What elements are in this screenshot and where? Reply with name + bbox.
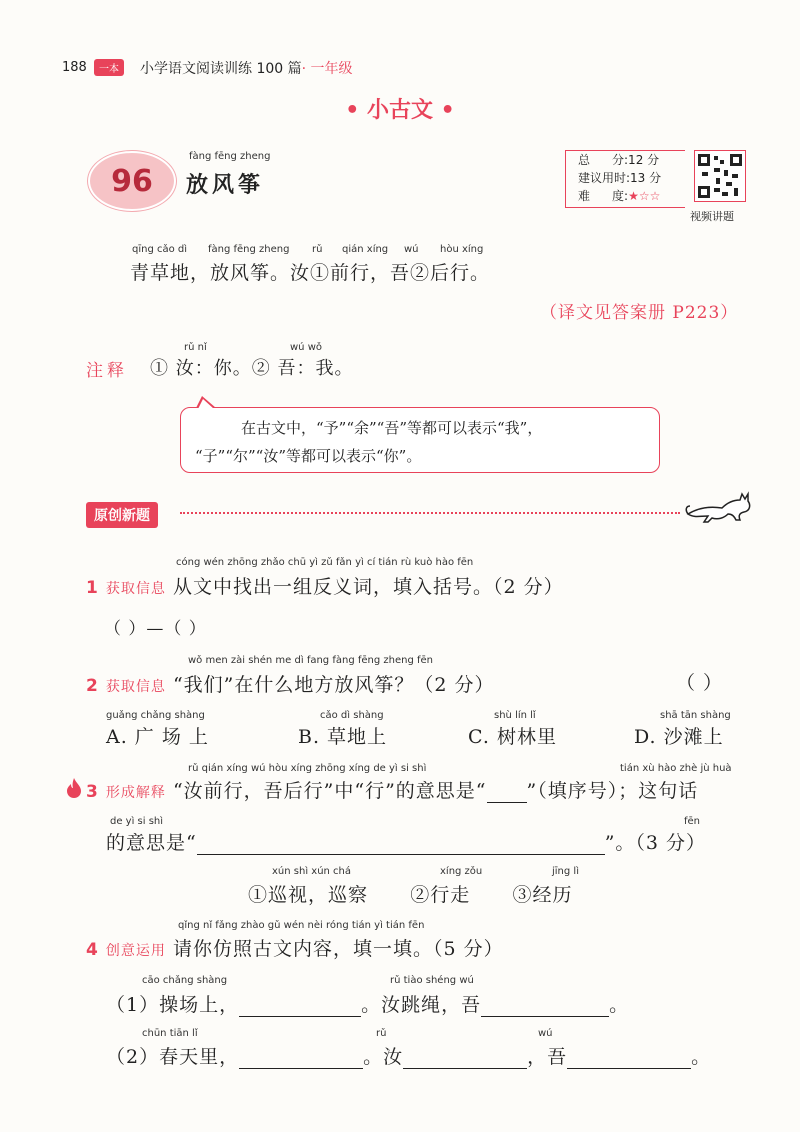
translation-ref: （译文见答案册 P223） (540, 303, 739, 323)
score-box: 总 分:12 分 建议用时:13 分 难 度:★☆☆ (565, 150, 685, 208)
lesson-title-pinyin: fàng fēng zheng (189, 151, 271, 162)
q4-blank-2[interactable] (481, 999, 609, 1017)
text-pinyin-2: fàng fēng zheng (208, 244, 290, 255)
notes-label: 注释 (86, 361, 128, 381)
fire-icon (66, 778, 82, 802)
q3-line2-pinyin: de yì si shì (110, 816, 164, 827)
qr-code-icon[interactable] (694, 150, 746, 202)
callout-tail-inner (198, 399, 214, 409)
q4-line2-pinyin-b: rǔ (376, 1028, 387, 1039)
q2-option-c[interactable]: C. 树林里 (468, 726, 557, 748)
text-pinyin-3: rǔ (312, 244, 323, 255)
text-pinyin-6: hòu xíng (440, 244, 484, 255)
q3-choice-pinyin-3: jīng lì (552, 866, 579, 877)
notes-pinyin-2: wú wǒ (290, 342, 322, 353)
lesson-title: 放风筝 (186, 172, 265, 198)
question-2: 2 获取信息 “我们”在什么地方放风筝？（2 分） (86, 674, 495, 696)
section-tag: 原创新题 (86, 502, 158, 528)
q2-answer-paren[interactable]: （ ） (676, 672, 724, 694)
q4-line2-pinyin-a: chūn tiān lǐ (142, 1028, 198, 1039)
book-title: 小学语文阅读训练 100 篇· 一年级 (140, 61, 353, 77)
qr-label: 视频讲题 (690, 210, 734, 223)
callout-line-1: 在古文中，“予”“余”“吾”等都可以表示“我”， (241, 419, 543, 437)
q2-option-d-pinyin: shā tān shàng (660, 710, 731, 721)
callout-line-2: “子”“尔”“汝”等都可以表示“你”。 (195, 447, 422, 465)
q4-blank-1[interactable] (239, 999, 361, 1017)
q3-blank-1[interactable] (487, 785, 527, 803)
q3-line2: 的意思是“ ”。（3 分） (106, 832, 707, 854)
text-pinyin-4: qián xíng (342, 244, 389, 255)
q2-option-c-pinyin: shù lín lǐ (494, 710, 536, 721)
lesson-number-badge: 96 (88, 151, 176, 211)
notes-content: ① 汝：你。② 吾：我。 (150, 358, 354, 379)
brand-badge: 一本 (94, 59, 124, 76)
q4-blank-3[interactable] (239, 1051, 363, 1069)
q2-option-a-pinyin: guǎng chǎng shàng (106, 710, 205, 721)
question-1: 1 获取信息 从文中找出一组反义词，填入括号。（2 分） (86, 576, 564, 598)
q4-blank-5[interactable] (567, 1051, 691, 1069)
q3-blank-2[interactable] (197, 837, 605, 855)
question-4: 4 创意运用 请你仿照古文内容，填一填。（5 分） (86, 938, 504, 960)
callout-box (180, 407, 660, 473)
q1-pinyin: cóng wén zhōng zhǎo chū yì zǔ fǎn yì cí tián rù kuò hào fēn (176, 557, 474, 568)
q4-line1-pinyin-a: cāo chǎng shàng (142, 975, 228, 986)
page-number: 188 (62, 60, 87, 75)
q3-pinyin-2: tián xù hào zhè jù huà (620, 763, 732, 774)
question-3: 3 形成解释 “汝前行，吾后行”中“行”的意思是“ ”（填序号）；这句话 (86, 780, 699, 802)
q4-line2-pinyin-c: wú (538, 1028, 553, 1039)
q2-option-b-pinyin: cǎo dì shàng (320, 710, 384, 721)
notes-pinyin-1: rǔ nǐ (184, 342, 207, 353)
q3-fen-pinyin: fēn (684, 816, 701, 827)
dotted-divider (180, 512, 680, 514)
section-banner: • 小古文 • (345, 98, 455, 123)
q2-option-d[interactable]: D. 沙滩上 (634, 726, 724, 748)
cat-icon (684, 488, 754, 532)
q2-option-b[interactable]: B. 草地上 (298, 726, 388, 748)
q3-choice-pinyin-1: xún shì xún chá (272, 866, 352, 877)
q4-line-1: （1）操场上， 。汝跳绳，吾 。 (106, 994, 630, 1016)
text-pinyin-1: qīng cǎo dì (132, 244, 188, 255)
q2-option-a[interactable]: A. 广 场 上 (106, 726, 209, 748)
q4-line-2: （2）春天里， 。汝 ，吾 。 (106, 1046, 712, 1068)
q1-answer-line[interactable]: （ ）—（ ） (104, 619, 207, 639)
q3-choices: ①巡视，巡察 ②行走 ③经历 (248, 884, 573, 906)
q4-line1-pinyin-b: rǔ tiào shéng wú (390, 975, 474, 986)
q2-pinyin: wǒ men zài shén me dì fang fàng fēng zheng fēn (188, 655, 433, 666)
difficulty-stars: ★☆☆ (628, 189, 661, 203)
q3-choice-pinyin-2: xíng zǒu (440, 866, 483, 877)
q4-blank-4[interactable] (403, 1051, 527, 1069)
main-text-line: 青草地，放风筝。汝①前行，吾②后行。 (130, 262, 491, 284)
q3-pinyin: rǔ qián xíng wú hòu xíng zhōng xíng de yì si shì (188, 763, 427, 774)
text-pinyin-5: wú (404, 244, 419, 255)
q4-pinyin: qǐng nǐ fǎng zhào gǔ wén nèi róng tián yì tián fēn (178, 920, 425, 931)
